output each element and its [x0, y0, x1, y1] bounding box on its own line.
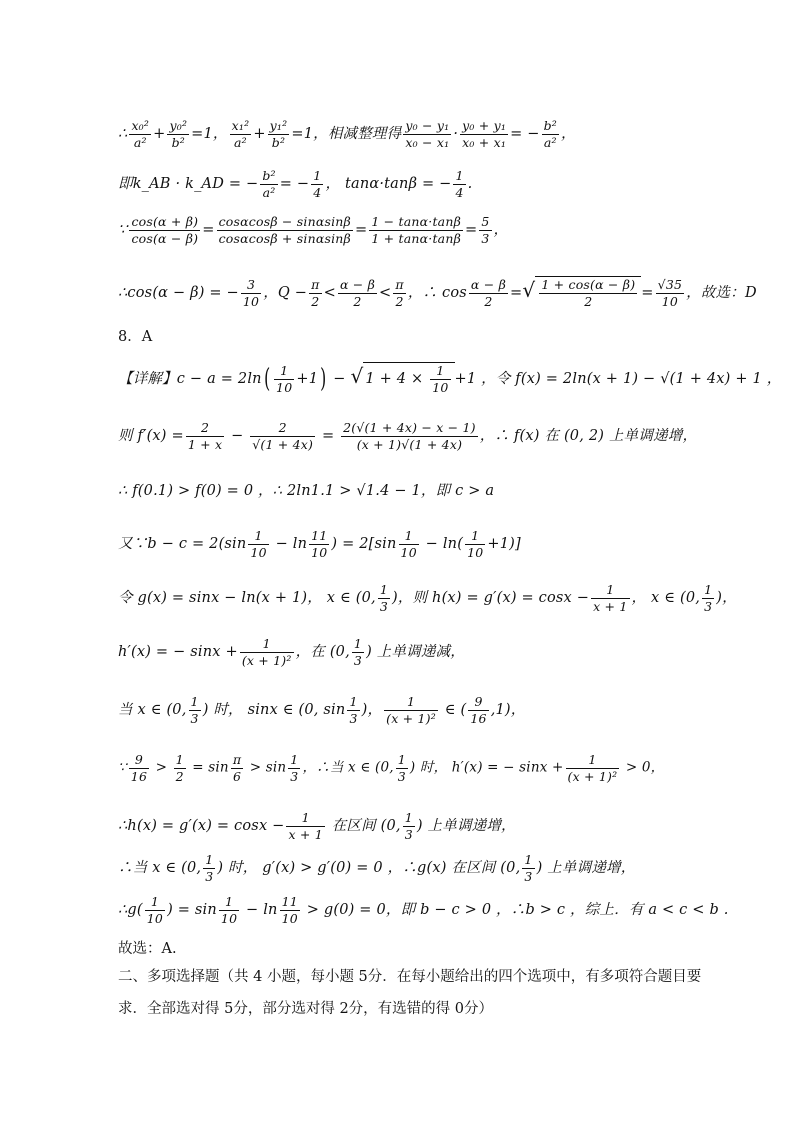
- equation-line-7: 则 f′(x) = $\frac{2}{1 + x}$ − $\frac{2}{√(1 + 4x)}$ = $\frac{2(√(1 + 4x) - x - 1)}{(x + 1)√(1 + 4x)}$ ，∴ f(x) 在 (0, 2) 上单调递增，: [118, 420, 698, 452]
- equation-line-4: ∴cos(α − β) = − $\frac{3}{10}$ ，Q − $\frac{\pi}{2}$ < $\frac{\alpha - \beta}{2}$ < $\frac{\pi}{2}$ ，∴ cos $\frac{\alpha - \beta}{2}$ =√ $\frac{1 + \cos(\alpha - \beta)}{2}$ = $\frac{√35}{10}$ ，故选：D: [118, 277, 757, 309]
- fraction: $\frac{\text{x₀²}}{\text{a²}}$: [131, 118, 150, 150]
- equation-line-14: ∴h(x) = g′(x) = cosx − $\frac{1}{x + 1}$ 在区间 (0, $\frac{1}{3}$ ) 上单调递增，: [118, 810, 516, 842]
- fraction: $\frac{\text{y₀ − y₁}}{\text{x₀ − x₁}}$: [405, 118, 450, 150]
- equation-line-15: ∴当 x ∈ (0, $\frac{1}{3}$ ) 时， g′(x) > g′(0) = 0 ，∴g(x) 在区间 (0, $\frac{1}{3}$ ) 上单调递增，: [118, 852, 636, 884]
- equation-line-6: 【详解】c − a = 2ln( $\frac{1}{10}$ +1) − √ 1 + 4 × $\frac{1}{10}$ +1 ，令 f(x) = 2ln(x + 1) − √(1 + 4x) + 1 ，: [118, 363, 782, 395]
- fraction: $\frac{\text{b²}}{\text{a²}}$: [543, 118, 558, 150]
- equation-line-3: ∵ $\frac{\cos(\alpha + \beta)}{\cos(\alpha - \beta)}$ = $\frac{\cos\alpha\cos\beta - \sin\alpha\sin\beta}{\cos\alpha\cos\beta + \sin\alpha\sin\beta}$ = $\frac{1 - \tan\alpha\cdot\tan\beta}{1 + \tan\alpha\cdot\tan\beta}$ = $\frac{5}{3}$ ，: [118, 214, 509, 246]
- fraction: $\frac{\text{y₀²}}{\text{b²}}$: [169, 118, 188, 150]
- fraction: $\frac{\text{y₀ + y₁}}{\text{x₀ + x₁}}$: [462, 118, 507, 150]
- equation-line-1: ∴ $\frac{\text{x₀²}}{\text{a²}}$ + $\frac{\text{y₀²}}{\text{b²}}$ =1， $\frac{\text{x₁²}}{\text{a²}}$ + $\frac{\text{y₁²}}{\text{b²}}$ =1，相减整理得 $\frac{\text{y₀ − y₁}}{\text{x₀ − x₁}}$ · $\frac{\text{y₀ + y₁}}{\text{x₀ + x₁}}$ = − $\frac{\text{b²}}{\text{a²}}$ ，: [118, 118, 576, 150]
- equation-line-9: 又∵b − c = 2(sin $\frac{1}{10}$ − ln $\frac{11}{10}$ ) = 2[sin $\frac{1}{10}$ − ln( $\frac{1}{10}$ +1)]: [118, 528, 521, 560]
- fraction: $\frac{\text{y₁²}}{\text{b²}}$: [269, 118, 288, 150]
- section-header-line-1: 二、多项选择题（共 4 小题，每小题 5分．在每小题给出的四个选项中，有多项符合题目要: [118, 969, 702, 985]
- fraction: $\frac{\text{x₁²}}{\text{a²}}$: [231, 118, 250, 150]
- conclusion-line: 故选：A.: [118, 941, 177, 957]
- equation-line-11: h′(x) = − sinx + $\frac{1}{\text{(x + 1)²}}$ ，在 (0, $\frac{1}{3}$ ) 上单调递减，: [118, 636, 465, 668]
- answer-label: 8．A: [118, 329, 153, 345]
- equation-line-16: ∴g( $\frac{1}{10}$ ) = sin $\frac{1}{10}$ − ln $\frac{11}{10}$ > g(0) = 0，即 b − c > 0 ，∴b > c ，综上．有 a < c < b .: [118, 894, 729, 926]
- equation-line-13: ∵ $\frac{9}{16}$ > $\frac{1}{2}$ = sin $\frac{\pi}{6}$ > sin $\frac{1}{3}$ ，∴当 x ∈ (0, $\frac{1}{3}$ ) 时， h′(x) = − sinx + $\frac{1}{\text{(x + 1)²}}$ > 0，: [118, 752, 665, 784]
- equation-line-8: ∴ f(0.1) > f(0) = 0 ，∴ 2ln1.1 > √1.4 − 1，即 c > a: [118, 483, 495, 499]
- equation-line-10: 令 g(x) = sinx − ln(x + 1)， x ∈ (0, $\frac{1}{3}$ )，则 h(x) = g′(x) = cosx − $\frac{1}{x + 1}$ ， x ∈ (0, $\frac{1}{3}$ )，: [118, 582, 737, 614]
- equation-line-12: 当 x ∈ (0, $\frac{1}{3}$ ) 时， sinx ∈ (0, sin $\frac{1}{3}$ )， $\frac{1}{\text{(x + 1)²}}$ ∈ ( $\frac{9}{16}$ ,1)，: [118, 694, 526, 726]
- equation-line-2: 即k_AB · k_AD = − $\frac{\text{b²}}{\text{a²}}$ = − $\frac{1}{4}$ ， tanα·tanβ = − $\frac{1}{4}$ .: [118, 168, 473, 200]
- section-header-line-2: 求．全部选对得 5分，部分选对得 2分，有选错的得 0分）: [118, 1001, 494, 1017]
